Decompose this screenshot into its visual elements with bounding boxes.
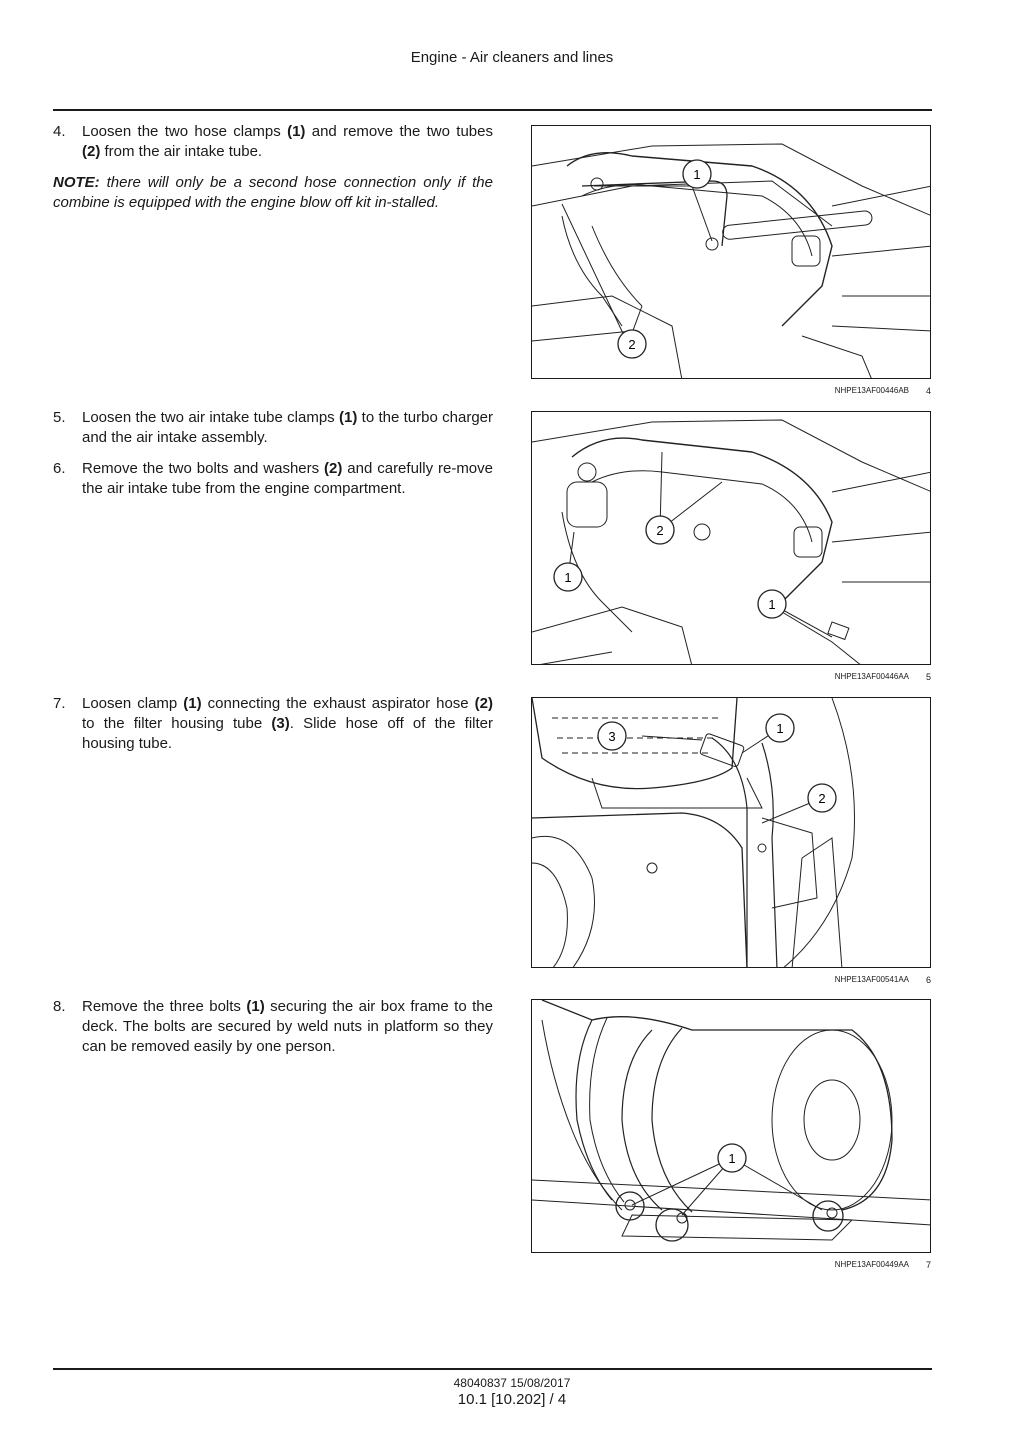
callout-2 <box>646 516 674 544</box>
callout-1 <box>766 714 794 742</box>
callout-2 <box>808 784 836 812</box>
step-number: 8. <box>53 998 66 1015</box>
figure-5-illustration <box>531 411 931 665</box>
footer-document-code: 48040837 15/08/2017 <box>453 1376 571 1390</box>
figure-code: NHPE13AF00449AA <box>834 1260 909 1269</box>
callout-3 <box>598 722 626 750</box>
callout-1 <box>554 563 582 591</box>
callout-2 <box>618 330 646 358</box>
figure-code: NHPE13AF00446AB <box>834 386 909 395</box>
svg-text:2: 2 <box>656 523 664 538</box>
highlight-circle <box>616 1192 644 1220</box>
svg-text:2: 2 <box>818 791 826 806</box>
step-7 <box>53 694 493 754</box>
figure-code: NHPE13AF00446AA <box>834 672 909 681</box>
figure-number: 5 <box>925 672 931 682</box>
step-6 <box>53 459 493 499</box>
step-number: 6. <box>53 460 66 477</box>
page-header-title: Engine - Air cleaners and lines <box>410 49 614 66</box>
note-paragraph <box>53 173 493 213</box>
svg-text:1: 1 <box>728 1151 736 1166</box>
step-text: Loosen the two hose clamps (1) and remove the two tubes (2) from the air intake tube. <box>82 123 493 160</box>
step-text: Remove the two bolts and washers (2) and carefully re-move the air intake tube from the engine compartment. <box>82 460 493 497</box>
figure-code: NHPE13AF00541AA <box>834 975 909 984</box>
svg-text:1: 1 <box>693 167 701 182</box>
note-text: there will only be a second hose connection only if the combine is equipped with the engine blow off kit in-stalled. <box>53 174 493 211</box>
svg-text:1: 1 <box>768 597 776 612</box>
svg-text:1: 1 <box>776 721 784 736</box>
figure-6-illustration <box>531 697 931 968</box>
step-text: Remove the three bolts (1) securing the air box frame to the deck. The bolts are secured by weld nuts in platform so they can be removed easily by one person. <box>82 998 493 1055</box>
step-5 <box>53 408 493 448</box>
figure-number: 7 <box>925 1260 931 1270</box>
callout-1 <box>718 1144 746 1172</box>
callout-1 <box>758 590 786 618</box>
footer-rule <box>53 1368 932 1370</box>
header-rule <box>53 109 932 111</box>
svg-text:2: 2 <box>628 337 636 352</box>
highlight-circle <box>656 1209 688 1241</box>
step-8 <box>53 997 493 1057</box>
step-text: Loosen the two air intake tube clamps (1) to the turbo charger and the air intake assembly. <box>82 409 493 446</box>
callout-1 <box>683 160 711 188</box>
figure-number: 4 <box>925 386 931 396</box>
footer-page-number: 10.1 [10.202] / 4 <box>457 1391 567 1408</box>
step-4 <box>53 122 493 162</box>
step-number: 5. <box>53 409 66 426</box>
highlight-circle <box>813 1201 843 1231</box>
svg-text:1: 1 <box>564 570 572 585</box>
figure-7-illustration <box>531 999 931 1253</box>
figure-4-illustration <box>531 125 931 379</box>
svg-text:3: 3 <box>608 729 616 744</box>
step-number: 4. <box>53 123 66 140</box>
note-label: NOTE: <box>53 174 100 191</box>
step-number: 7. <box>53 695 66 712</box>
figure-number: 6 <box>925 975 931 985</box>
step-text: Loosen clamp (1) connecting the exhaust aspirator hose (2) to the filter housing tube (3). Slide hose off of the filter housing tube. <box>82 695 493 752</box>
